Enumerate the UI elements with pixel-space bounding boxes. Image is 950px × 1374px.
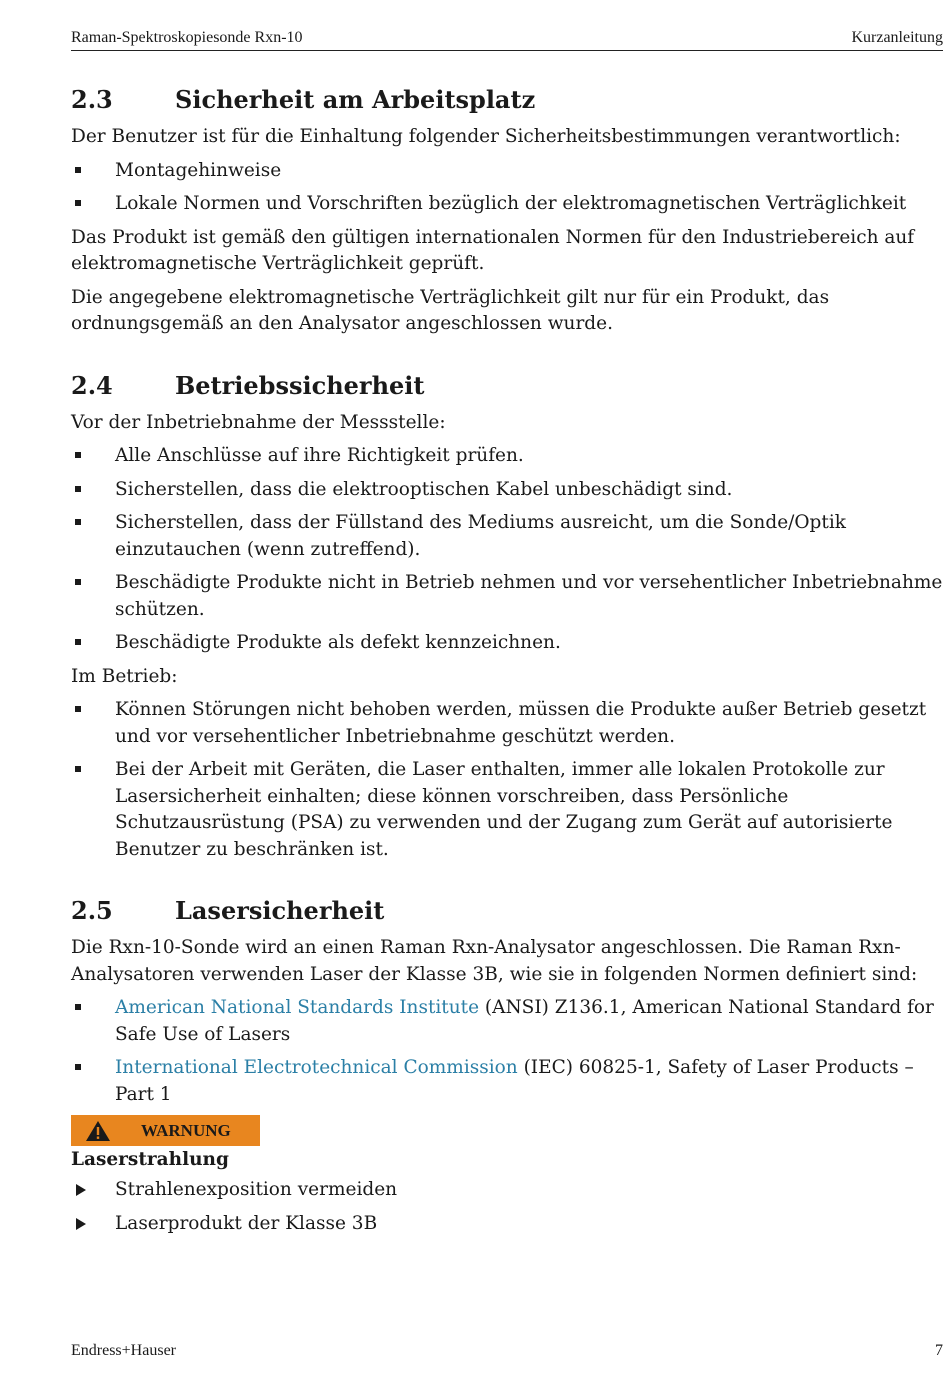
section-number: 2.5 xyxy=(71,896,113,925)
paragraph: Vor der Inbetriebnahme der Messstelle: xyxy=(71,411,446,433)
page-number: 7 xyxy=(935,1342,943,1359)
bullet-list xyxy=(71,158,943,218)
instruction-list xyxy=(71,1177,943,1237)
section-heading-2-3 xyxy=(71,82,943,118)
page-content xyxy=(71,82,943,1244)
warning-banner xyxy=(71,1115,260,1146)
list-item: Montagehinweise xyxy=(71,158,943,185)
section-heading-2-4 xyxy=(71,368,943,404)
square-bullet-icon xyxy=(75,519,81,525)
square-bullet-icon xyxy=(75,579,81,585)
bullet-list xyxy=(71,697,943,863)
header-document-title: Raman-Spektroskopiesonde Rxn-10 xyxy=(71,29,303,46)
warning-title: Laserstrahlung xyxy=(71,1149,229,1170)
paragraph: Die Rxn-10-Sonde wird an einen Raman Rxn-Analysator angeschlossen. Die Raman Rxn-Analysatoren verwenden Laser der Klasse 3B, wie sie in folgenden Normen definiert sind: xyxy=(71,937,918,985)
square-bullet-icon xyxy=(75,706,81,712)
list-item: Bei der Arbeit mit Geräten, die Laser enthalten, immer alle lokalen Protokolle zur Lasersicherheit einhalten; diese können vorschreiben, dass Persönliche Schutzausrüstung (PSA) zu verwenden und der Zugang zum Gerät auf autorisierte Benutzer zu beschränken ist. xyxy=(71,757,943,863)
list-item: International Electrotechnical Commission (IEC) 60825-1, Safety of Laser Products – Part 1 xyxy=(71,1055,943,1108)
list-item: Beschädigte Produkte als defekt kennzeichnen. xyxy=(71,630,943,657)
list-item: Beschädigte Produkte nicht in Betrieb nehmen und vor versehentlicher Inbetriebnahme schützen. xyxy=(71,570,943,623)
list-item: Alle Anschlüsse auf ihre Richtigkeit prüfen. xyxy=(71,443,943,470)
ansi-link[interactable]: American National Standards Institute xyxy=(115,997,480,1018)
arrow-bullet-icon xyxy=(76,1218,86,1230)
warning-label: WARNUNG xyxy=(141,1120,231,1140)
section-number: 2.3 xyxy=(71,85,113,114)
list-item: Können Störungen nicht behoben werden, müssen die Produkte außer Betrieb gesetzt und vor versehentlicher Inbetriebnahme geschützt werden. xyxy=(71,697,943,750)
square-bullet-icon xyxy=(75,639,81,645)
section-heading-2-5 xyxy=(71,893,943,929)
list-item: American National Standards Institute (ANSI) Z136.1, American National Standard for Safe Use of Lasers xyxy=(71,995,943,1048)
square-bullet-icon xyxy=(75,452,81,458)
footer-brand: Endress+Hauser xyxy=(71,1342,176,1359)
square-bullet-icon xyxy=(75,486,81,492)
square-bullet-icon xyxy=(75,200,81,206)
square-bullet-icon xyxy=(75,167,81,173)
list-item: Lokale Normen und Vorschriften bezüglich der elektromagnetischen Verträglichkeit xyxy=(71,191,943,218)
paragraph: Der Benutzer ist für die Einhaltung folgender Sicherheitsbestimmungen verantwortlich: xyxy=(71,126,901,147)
paragraph: Die angegebene elektromagnetische Verträglichkeit gilt nur für ein Produkt, das ordnungsgemäß an den Analysator angeschlossen wurde. xyxy=(71,286,830,334)
section-title: Lasersicherheit xyxy=(175,896,385,925)
square-bullet-icon xyxy=(75,766,81,772)
paragraph: Im Betrieb: xyxy=(71,665,178,687)
section-number: 2.4 xyxy=(71,370,113,400)
iec-link[interactable]: International Electrotechnical Commission xyxy=(115,1057,518,1078)
header-section-label: Kurzanleitung xyxy=(851,29,943,46)
bullet-list xyxy=(71,443,943,657)
section-title: Sicherheit am Arbeitsplatz xyxy=(175,85,536,114)
list-item: Sicherstellen, dass die elektrooptischen Kabel unbeschädigt sind. xyxy=(71,477,943,504)
section-title: Betriebssicherheit xyxy=(175,370,425,400)
arrow-bullet-icon xyxy=(76,1184,86,1196)
warning-triangle-icon xyxy=(85,1120,111,1142)
list-item: Sicherstellen, dass der Füllstand des Mediums ausreicht, um die Sonde/Optik einzutauchen (wenn zutreffend). xyxy=(71,510,943,563)
list-item: Strahlenexposition vermeiden xyxy=(71,1177,943,1204)
list-item: Laserprodukt der Klasse 3B xyxy=(71,1211,943,1238)
bullet-list xyxy=(71,995,943,1108)
page-header xyxy=(71,27,943,51)
paragraph: Das Produkt ist gemäß den gültigen internationalen Normen für den Industriebereich auf elektromagnetische Verträglichkeit geprüft. xyxy=(71,226,915,274)
square-bullet-icon xyxy=(75,1004,81,1010)
square-bullet-icon xyxy=(75,1064,81,1070)
